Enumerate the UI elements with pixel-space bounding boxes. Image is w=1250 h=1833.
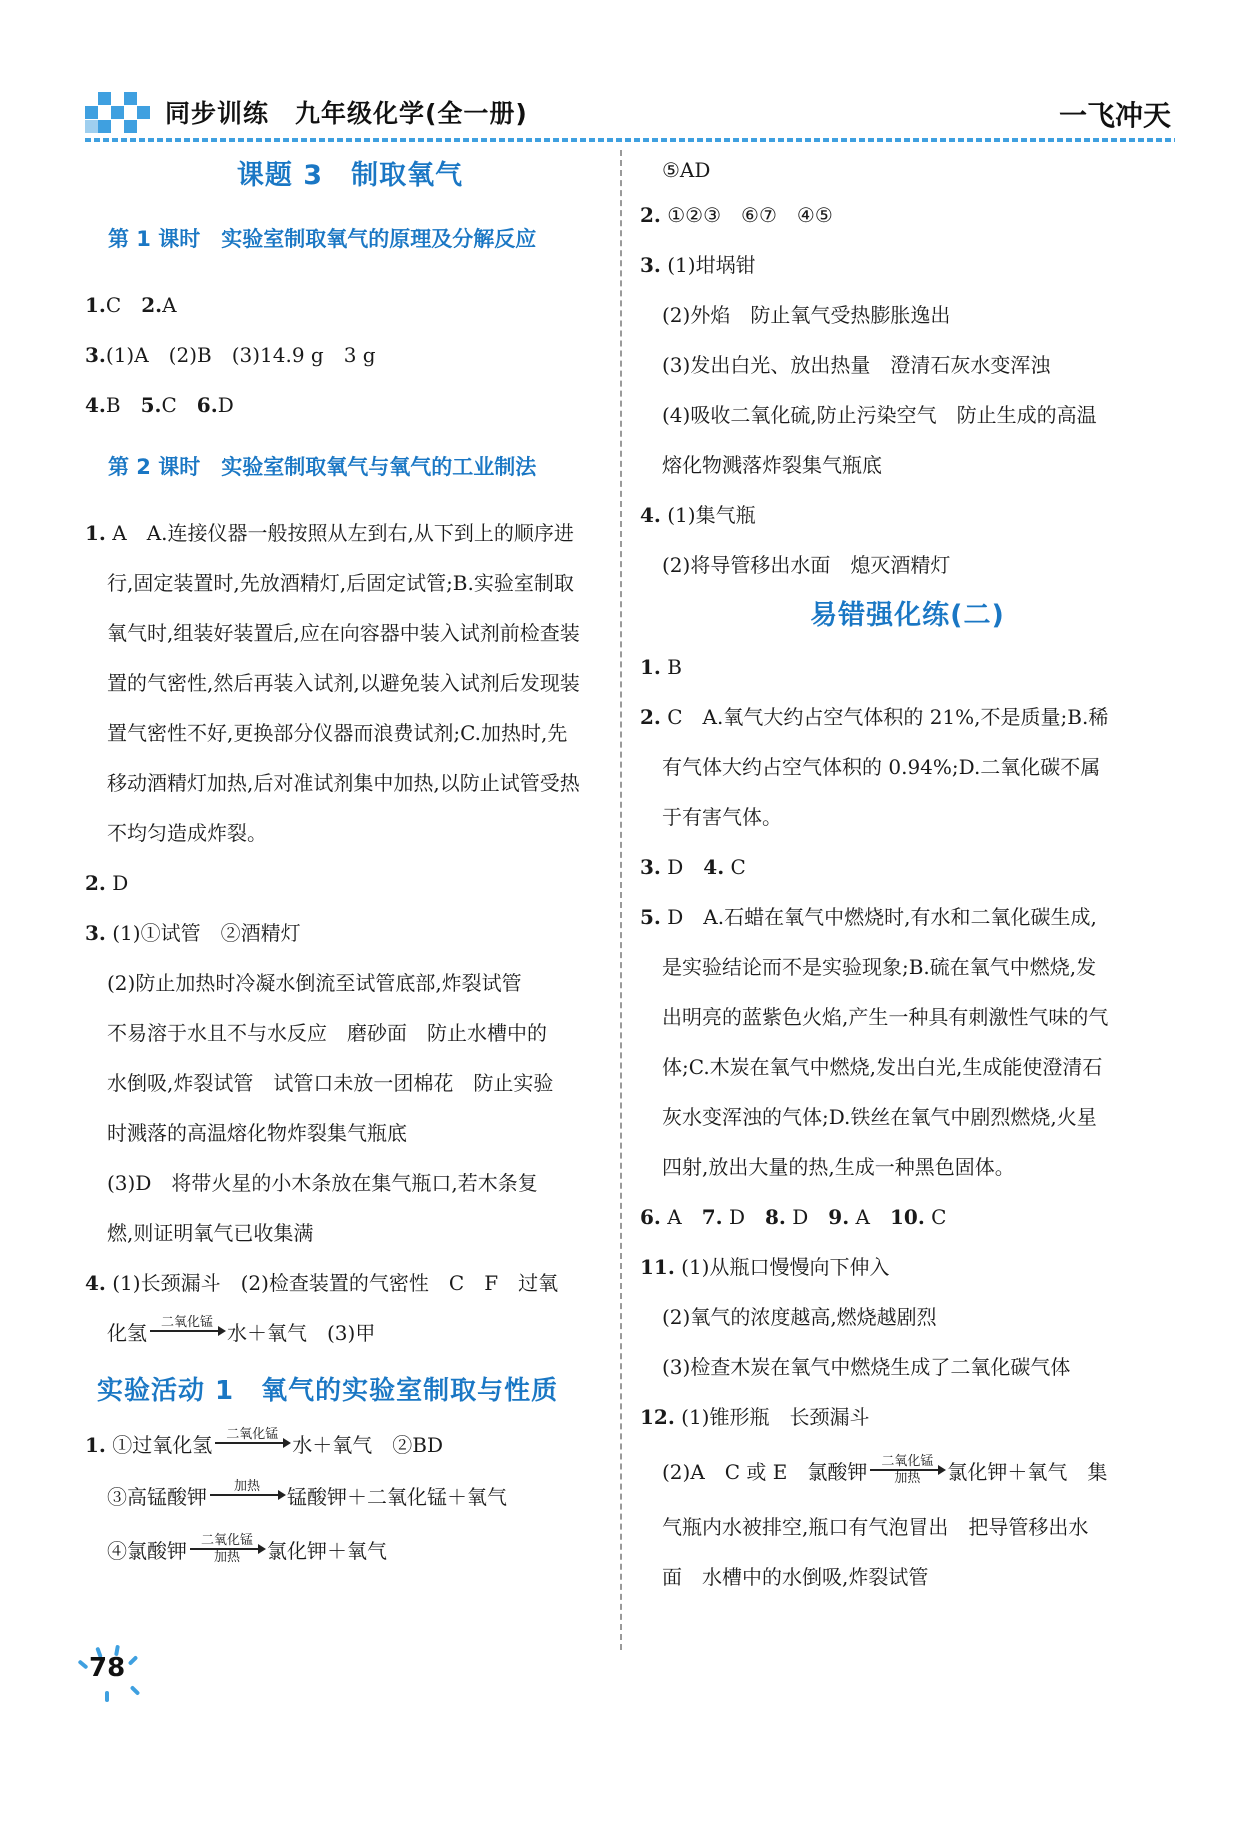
answer-line: 6. A 7. D 8. D 9. A 10. C <box>640 1205 947 1229</box>
answer-line: 2. D <box>85 871 129 895</box>
answer-line: 置的气密性,然后再装入试剂,以避免装入试剂后发现装 <box>107 671 580 695</box>
answer-line: 11. (1)从瓶口慢慢向下伸入 <box>640 1255 890 1279</box>
section-title-1: 第 1 课时 实验室制取氧气的原理及分解反应 <box>108 227 537 251</box>
answer-line: 行,固定装置时,先放酒精灯,后固定试管;B.实验室制取 <box>107 571 574 595</box>
book-title: 同步训练 九年级化学(全一册) <box>165 99 528 128</box>
answer-line: 2. ①②③ ⑥⑦ ④⑤ <box>640 203 833 227</box>
reaction-arrow: 加热 <box>210 1479 284 1511</box>
answer-line: 2. C A.氧气大约占空气体积的 21%,不是质量;B.稀 <box>640 705 1109 729</box>
left-column <box>85 150 615 1578</box>
answer-line: ⑤AD <box>662 158 711 182</box>
answer-line: 熔化物溅落炸裂集气瓶底 <box>662 453 882 477</box>
answer-line: 4. (1)长颈漏斗 (2)检查装置的气密性 C F 过氧 <box>85 1271 559 1295</box>
answer-line: (3)发出白光、放出热量 澄清石灰水变浑浊 <box>662 353 1051 377</box>
equation-line: 1. ①过氧化氢 二氧化锰 水＋氧气 ②BD <box>85 1426 443 1457</box>
answer-line: 1.C 2.A <box>85 293 177 317</box>
reaction-arrow: 二氧化锰 加热 <box>190 1533 264 1565</box>
equation-line: ④氯酸钾 二氧化锰 加热 氯化钾＋氧气 <box>107 1532 387 1565</box>
section-title-4: 易错强化练(二) <box>810 600 1005 631</box>
column-divider <box>620 150 622 1650</box>
page-header <box>85 88 1175 144</box>
answer-line: 不均匀造成炸裂。 <box>107 821 267 845</box>
answer-line: 体;C.木炭在氧气中燃烧,发出白光,生成能使澄清石 <box>662 1055 1103 1079</box>
answer-line: (3)D 将带火星的小木条放在集气瓶口,若木条复 <box>107 1171 538 1195</box>
answer-line: 时溅落的高温熔化物炸裂集气瓶底 <box>107 1121 407 1145</box>
header-rule <box>85 138 1175 142</box>
answer-line: 3. (1)①试管 ②酒精灯 <box>85 921 301 945</box>
reaction-arrow: 二氧化锰 <box>150 1315 224 1347</box>
answer-line: (2)将导管移出水面 熄灭酒精灯 <box>662 553 951 577</box>
answer-line: 4. (1)集气瓶 <box>640 503 756 527</box>
answer-line: 四射,放出大量的热,生成一种黑色固体。 <box>662 1155 1015 1179</box>
answer-line: 置气密性不好,更换部分仪器而浪费试剂;C.加热时,先 <box>107 721 568 745</box>
answer-line: 面 水槽中的水倒吸,炸裂试管 <box>662 1565 929 1589</box>
answer-line: 3. D 4. C <box>640 855 746 879</box>
answer-line: 灰水变浑浊的气体;D.铁丝在氧气中剧烈燃烧,火星 <box>662 1105 1097 1129</box>
answer-line: 3.(1)A (2)B (3)14.9 g 3 g <box>85 343 376 367</box>
section-title-2: 第 2 课时 实验室制取氧气与氧气的工业制法 <box>108 455 537 479</box>
answer-line: (2)外焰 防止氧气受热膨胀逸出 <box>662 303 951 327</box>
answer-line: 5. D A.石蜡在氧气中燃烧时,有水和二氧化碳生成, <box>640 905 1097 929</box>
equation-line: ③高锰酸钾 加热 锰酸钾＋二氧化锰＋氧气 <box>107 1478 507 1509</box>
answer-line: 水倒吸,炸裂试管 试管口未放一团棉花 防止实验 <box>107 1071 554 1095</box>
answer-line: 出明亮的蓝紫色火焰,产生一种具有刺激性气味的气 <box>662 1005 1109 1029</box>
answer-line: (2)防止加热时冷凝水倒流至试管底部,炸裂试管 <box>107 971 522 995</box>
answer-line: (4)吸收二氧化硫,防止污染空气 防止生成的高温 <box>662 403 1097 427</box>
reaction-arrow: 二氧化锰 加热 <box>870 1454 944 1486</box>
answer-line: 1. B <box>640 655 682 679</box>
answer-line: 3. (1)坩埚钳 <box>640 253 756 277</box>
equation-line: 化氢 二氧化锰 水＋氧气 (3)甲 <box>107 1314 376 1345</box>
right-column <box>640 150 1175 1602</box>
answer-line: (3)检查木炭在氧气中燃烧生成了二氧化碳气体 <box>662 1355 1071 1379</box>
answer-line: 不易溶于水且不与水反应 磨砂面 防止水槽中的 <box>107 1021 547 1045</box>
lesson-title: 课题 3 制取氧气 <box>236 160 464 191</box>
answer-line: 是实验结论而不是实验现象;B.硫在氧气中燃烧,发 <box>662 955 1097 979</box>
section-title-3: 实验活动 1 氧气的实验室制取与性质 <box>97 1376 559 1406</box>
answer-line: 有气体大约占空气体积的 0.94%;D.二氧化碳不属 <box>662 755 1101 779</box>
answer-line: 氧气时,组装好装置后,应在向容器中装入试剂前检查装 <box>107 621 580 645</box>
brand-logo: 一飞冲天 <box>1058 99 1171 132</box>
answer-line: 气瓶内水被排空,瓶口有气泡冒出 把导管移出水 <box>662 1515 1089 1539</box>
equation-line: (2)A C 或 E 氯酸钾 二氧化锰 加热 氯化钾＋氧气 集 <box>662 1453 1108 1486</box>
answer-line: 4.B 5.C 6.D <box>85 393 234 417</box>
header-decoration <box>85 92 157 136</box>
page-number: 78 <box>75 1645 145 1705</box>
answer-line: 移动酒精灯加热,后对准试剂集中加热,以防止试管受热 <box>107 771 580 795</box>
reaction-arrow: 二氧化锰 <box>215 1427 289 1459</box>
answer-line: 于有害气体。 <box>662 805 782 829</box>
answer-line: 燃,则证明氧气已收集满 <box>107 1221 314 1245</box>
answer-line: 1. A A.连接仪器一般按照从左到右,从下到上的顺序进 <box>85 521 574 545</box>
answer-line: 12. (1)锥形瓶 长颈漏斗 <box>640 1405 870 1429</box>
answer-line: (2)氧气的浓度越高,燃烧越剧烈 <box>662 1305 937 1329</box>
